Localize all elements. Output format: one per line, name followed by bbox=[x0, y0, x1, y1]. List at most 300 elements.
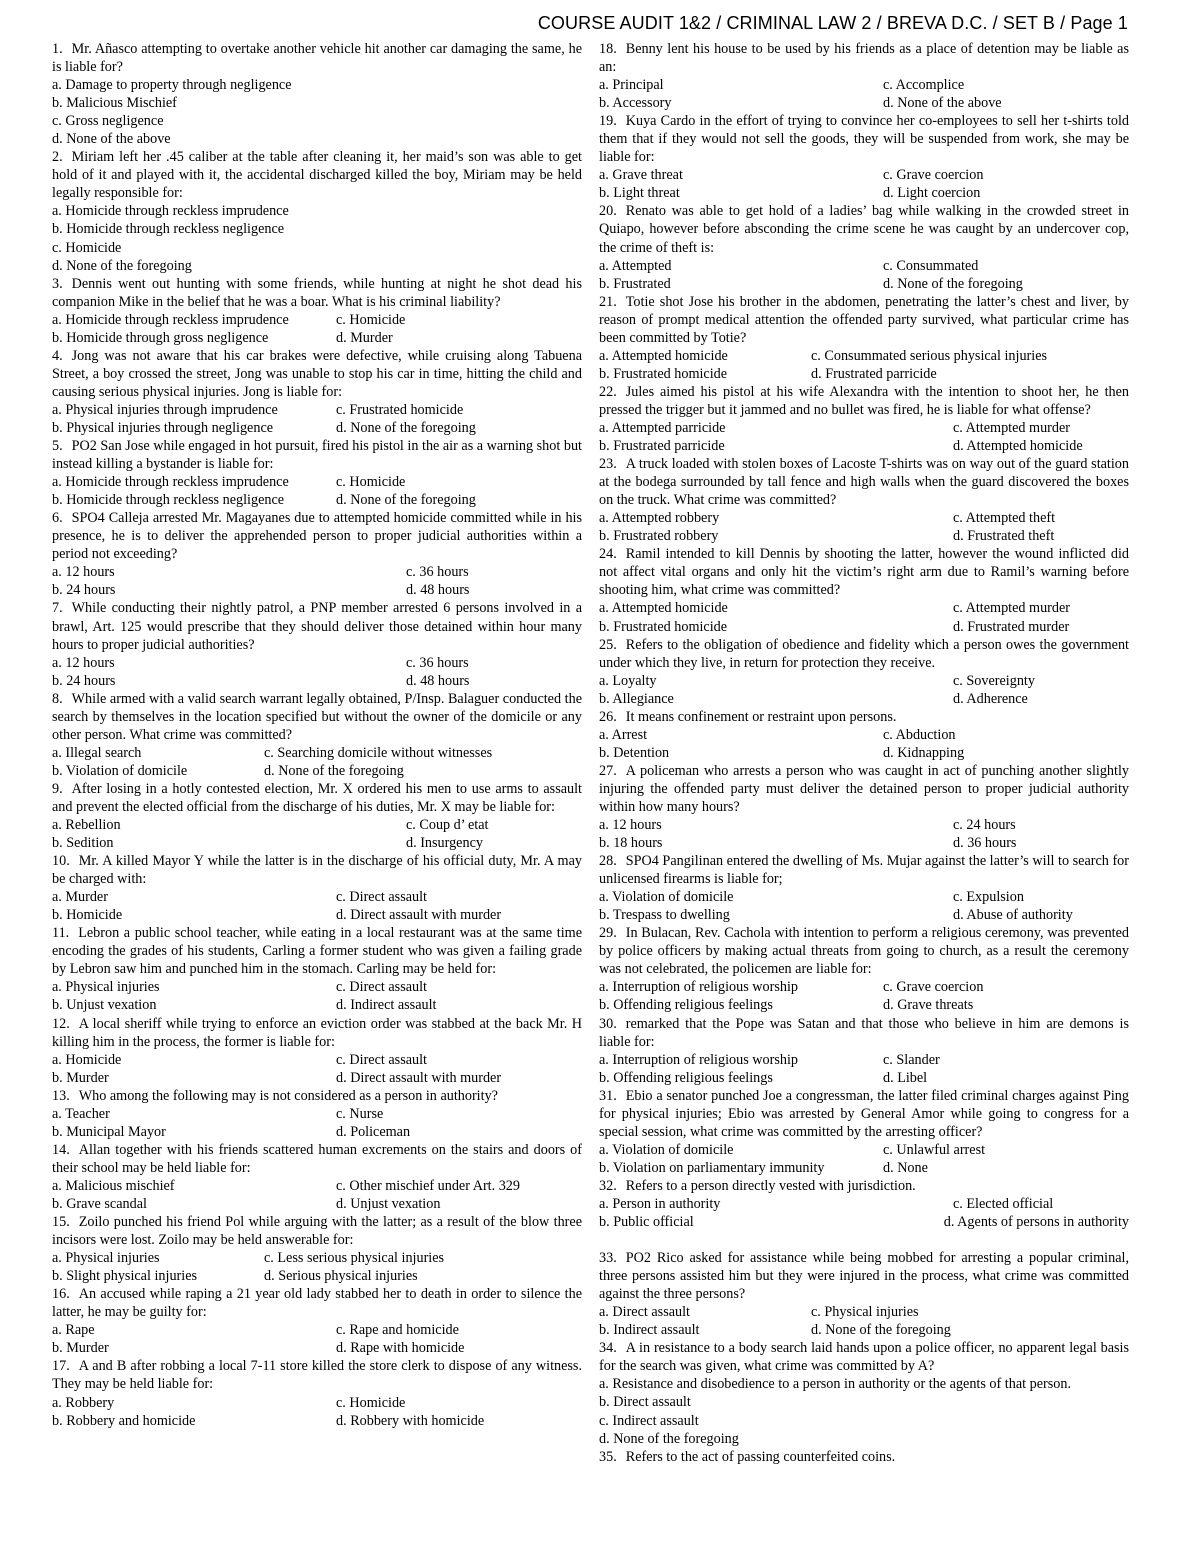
question-block bbox=[599, 455, 1129, 545]
question-text: A in resistance to a body search laid hands upon a police officer, no apparent legal basis for the search was given, what crime was committed by A? bbox=[599, 1340, 1129, 1375]
answer-choice: c. Frustrated homicide bbox=[336, 401, 464, 418]
question-stem bbox=[52, 275, 582, 311]
question-block bbox=[52, 690, 582, 780]
answer-choice: a. Attempted homicide bbox=[599, 600, 728, 617]
answer-choice-row bbox=[599, 166, 1129, 184]
answer-choice-row bbox=[52, 563, 582, 581]
question-block bbox=[52, 509, 582, 599]
question-stem bbox=[52, 599, 582, 653]
question-block bbox=[599, 1448, 1129, 1466]
answer-choice-row bbox=[52, 1051, 582, 1069]
answer-choice-row bbox=[599, 1321, 1129, 1339]
answer-choice: c. Direct assault bbox=[336, 1051, 427, 1068]
left-question-column bbox=[52, 40, 582, 1430]
answer-choice: c. Direct assault bbox=[336, 889, 427, 906]
answer-choice: b. Physical injuries through negligence bbox=[52, 419, 274, 436]
question-block bbox=[52, 852, 582, 924]
question-number: 1. bbox=[52, 41, 63, 57]
answer-choice-row bbox=[599, 1069, 1129, 1087]
answer-choice: b. Homicide bbox=[52, 907, 123, 924]
question-block bbox=[599, 924, 1129, 1014]
question-stem bbox=[599, 1448, 1129, 1466]
answer-choice: d. None of the foregoing bbox=[52, 257, 192, 274]
question-stem bbox=[52, 1141, 582, 1177]
question-block bbox=[52, 1213, 582, 1285]
question-number: 8. bbox=[52, 690, 63, 707]
answer-choice: d. None of the foregoing bbox=[264, 762, 404, 779]
answer-choice: a. Attempted bbox=[599, 257, 672, 274]
answer-choice: c. Less serious physical injuries bbox=[264, 1250, 445, 1267]
question-stem bbox=[52, 780, 582, 816]
question-stem bbox=[52, 437, 582, 473]
question-text: Allan together with his friends scattered human excrements on the stairs and doors of their school may be held liable for: bbox=[52, 1141, 582, 1176]
answer-choice-row bbox=[52, 401, 582, 419]
question-block bbox=[599, 1339, 1129, 1447]
question-number: 13. bbox=[52, 1087, 70, 1104]
answer-choice: b. Slight physical injuries bbox=[52, 1268, 198, 1285]
answer-choice: b. Allegiance bbox=[599, 690, 674, 707]
answer-choice: a. Violation of domicile bbox=[599, 889, 734, 906]
question-number: 4. bbox=[52, 347, 63, 364]
answer-choice: a. 12 hours bbox=[52, 654, 115, 671]
answer-choice: a. Physical injuries bbox=[52, 979, 160, 996]
answer-choice: a. 12 hours bbox=[52, 564, 115, 581]
answer-choice: a. Homicide through reckless imprudence bbox=[52, 203, 289, 220]
answer-choice: c. Abduction bbox=[883, 726, 956, 743]
answer-choice: c. Gross negligence bbox=[52, 113, 164, 130]
question-stem bbox=[52, 1087, 582, 1105]
question-text: After losing in a hotly contested election, Mr. X ordered his men to use arms to assault and prevent the elected official from the discharge of his duties, Mr. X may be liable for: bbox=[52, 780, 582, 815]
answer-choice: d. Unjust vexation bbox=[336, 1196, 441, 1212]
question-text: Miriam left her .45 caliber at the table after cleaning it, her maid’s son was able to get hold of it and played with it, the accidental discharged killed the boy, Miriam may be held legally responsible for: bbox=[52, 149, 582, 202]
answer-choice: c. Nurse bbox=[336, 1105, 384, 1122]
answer-choice: d. Kidnapping bbox=[883, 744, 965, 761]
answer-choice: c. Grave coercion bbox=[883, 167, 984, 184]
question-block bbox=[52, 780, 582, 852]
question-stem bbox=[599, 636, 1129, 672]
answer-choice-row bbox=[52, 419, 582, 437]
question-stem bbox=[599, 924, 1129, 978]
question-stem bbox=[599, 112, 1129, 166]
question-number: 19. bbox=[599, 113, 617, 130]
answer-choice: d. Policeman bbox=[336, 1123, 411, 1140]
question-text: An accused while raping a 21 year old lady stabbed her to death in order to silence the latter, he may be guilty for: bbox=[52, 1286, 582, 1321]
answer-choice: d. Abuse of authority bbox=[953, 907, 1073, 924]
question-number: 2. bbox=[52, 149, 63, 166]
answer-choice: a. Damage to property through negligence bbox=[52, 77, 292, 94]
answer-choice: b. Violation on parliamentary immunity bbox=[599, 1159, 825, 1176]
answer-choice: d. Murder bbox=[336, 329, 393, 346]
question-block bbox=[52, 1141, 582, 1213]
answer-choice: a. Rape bbox=[52, 1322, 95, 1339]
answer-choice: a. Arrest bbox=[599, 726, 648, 743]
answer-choice: c. Attempted theft bbox=[953, 510, 1056, 527]
answer-choice-row bbox=[52, 906, 582, 924]
question-text: While armed with a valid search warrant legally obtained, P/Insp. Balaguer conducted the search by themselves in the location specified but without the owner of the domicile or any other person. What crime was committed? bbox=[52, 690, 582, 743]
question-text: PO2 San Jose while engaged in hot pursuit, fired his pistol in the air as a warning shot but instead killing a bystander is liable for: bbox=[52, 438, 582, 473]
answer-choice-row bbox=[599, 1141, 1129, 1159]
answer-choice: a. Loyalty bbox=[599, 672, 657, 689]
question-number: 23. bbox=[599, 456, 617, 473]
answer-choice-row bbox=[52, 1105, 582, 1123]
answer-choice: c. 24 hours bbox=[953, 817, 1016, 834]
answer-choice: b. Grave scandal bbox=[52, 1196, 147, 1212]
answer-choice: c. 36 hours bbox=[406, 654, 469, 671]
answer-choice-row bbox=[52, 1249, 582, 1267]
question-text: PO2 Rico asked for assistance while being mobbed for arresting a popular criminal, three persons assisted him but they were injured in the process, what crime was committed against the three persons? bbox=[599, 1250, 1129, 1303]
question-number: 17. bbox=[52, 1358, 70, 1375]
answer-choice-row bbox=[599, 257, 1129, 275]
question-number: 3. bbox=[52, 275, 63, 292]
question-stem bbox=[599, 1015, 1129, 1051]
answer-choice-row bbox=[599, 599, 1129, 617]
question-number: 10. bbox=[52, 853, 70, 870]
answer-choice-row bbox=[599, 184, 1129, 202]
question-block bbox=[52, 437, 582, 509]
answer-choice-row bbox=[599, 690, 1129, 708]
question-number: 25. bbox=[599, 636, 617, 653]
answer-choice-row bbox=[52, 1321, 582, 1339]
question-text: Jules aimed his pistol at his wife Alexandra with the intention to shoot her, he then pressed the trigger but it jammed and no bullet was fired, he is liable for what offense? bbox=[599, 383, 1129, 418]
answer-choice: b. Robbery and homicide bbox=[52, 1412, 196, 1429]
answer-choice: a. Homicide through reckless imprudence bbox=[52, 311, 289, 328]
answer-choice-row bbox=[52, 1177, 582, 1195]
question-number: 28. bbox=[599, 853, 617, 870]
answer-choice-row bbox=[52, 672, 582, 690]
answer-choice: c. Homicide bbox=[336, 1394, 406, 1411]
answer-choice: c. Grave coercion bbox=[883, 979, 984, 996]
question-block bbox=[599, 112, 1129, 202]
answer-choice-row bbox=[599, 978, 1129, 996]
question-block bbox=[599, 383, 1129, 455]
question-stem bbox=[599, 1087, 1129, 1141]
answer-choice: d. 36 hours bbox=[953, 835, 1017, 852]
question-number: 32. bbox=[599, 1177, 617, 1194]
answer-choice: d. Serious physical injuries bbox=[264, 1268, 418, 1285]
answer-choice: d. Direct assault with murder bbox=[336, 1069, 502, 1086]
question-text: Benny lent his house to be used by his friends as a place of detention may be liable as an: bbox=[599, 41, 1129, 76]
answer-choice-row bbox=[599, 1195, 1129, 1213]
question-block bbox=[52, 599, 582, 689]
answer-choice-row bbox=[599, 744, 1129, 762]
question-text: While conducting their nightly patrol, a PNP member arrested 6 persons involved in a brawl, Art. 125 would prescribe that they should deliver those detained within hour many hours to proper judicial authorities? bbox=[52, 600, 582, 653]
question-block bbox=[599, 852, 1129, 924]
question-number: 16. bbox=[52, 1286, 70, 1303]
question-text: Lebron a public school teacher, while eating in a local restaurant was at the same time encoding the grades of his students, Carling a former student who was given a failing grade by Lebron saw him and punched him in the stomach. Carling may be held for: bbox=[52, 925, 582, 978]
question-stem bbox=[52, 1015, 582, 1051]
answer-choice: b. Homicide through reckless negligence bbox=[52, 492, 285, 509]
question-stem bbox=[52, 347, 582, 401]
question-number: 35. bbox=[599, 1448, 617, 1465]
answer-choice: d. 48 hours bbox=[406, 672, 470, 689]
answer-choice: c. Other mischief under Art. 329 bbox=[336, 1177, 520, 1194]
answer-choice: b. Sedition bbox=[52, 835, 114, 852]
question-number: 20. bbox=[599, 203, 617, 220]
answer-choice: a. Violation of domicile bbox=[599, 1141, 734, 1158]
answer-choice-row bbox=[599, 365, 1129, 383]
question-block bbox=[599, 545, 1129, 635]
answer-choice: d. None bbox=[883, 1159, 928, 1176]
question-block bbox=[599, 40, 1129, 112]
question-text: Mr. A killed Mayor Y while the latter is in the discharge of his official duty, Mr. A may be charged with: bbox=[52, 853, 582, 888]
question-block bbox=[599, 762, 1129, 852]
question-text: Totie shot Jose his brother in the abdomen, penetrating the latter’s chest and liver, by reason of prompt medical attention the offended party survived, what particular crime has been committed by Totie? bbox=[599, 293, 1129, 346]
question-text: A truck loaded with stolen boxes of Lacoste T-shirts was on way out of the guard station at the bodega surrounded by tall fence and high walls when the guard discovered the boxes on the truck. What crime was committed? bbox=[599, 456, 1129, 509]
question-stem bbox=[599, 202, 1129, 256]
answer-choice: c. Homicide bbox=[336, 311, 406, 328]
answer-choice: b. 24 hours bbox=[52, 582, 116, 599]
answer-choice: c. Indirect assault bbox=[599, 1412, 699, 1429]
answer-choice-row bbox=[52, 978, 582, 996]
answer-choice: a. Homicide bbox=[52, 1051, 122, 1068]
answer-choice: b. Frustrated robbery bbox=[599, 528, 719, 545]
answer-choice: a. Attempted robbery bbox=[599, 510, 720, 527]
question-number: 22. bbox=[599, 383, 617, 400]
answer-choice: d. Frustrated parricide bbox=[811, 365, 937, 382]
question-text: Kuya Cardo in the effort of trying to convince her co-employees to sell her t-shirts told them that if they would not sell the goods, they will be suspended from work, she may be liable for: bbox=[599, 113, 1129, 166]
answer-choice-row bbox=[599, 76, 1129, 94]
answer-choice-row bbox=[52, 1339, 582, 1357]
answer-choice: d. Attempted homicide bbox=[953, 438, 1083, 455]
question-text: A and B after robbing a local 7-11 store killed the store clerk to dispose of any witness. They may be held liable for: bbox=[52, 1358, 582, 1393]
question-block bbox=[599, 1249, 1129, 1339]
question-number: 7. bbox=[52, 600, 63, 617]
answer-choice: a. Murder bbox=[52, 889, 108, 906]
answer-choice: c. Unlawful arrest bbox=[883, 1141, 986, 1158]
answer-choice: b. Frustrated bbox=[599, 275, 671, 292]
answer-choice: a. Attempted parricide bbox=[599, 419, 726, 436]
answer-choice: c. Accomplice bbox=[883, 77, 965, 94]
answer-choice: a. Principal bbox=[599, 77, 664, 94]
question-text: A policeman who arrests a person who was caught in act of punching another slightly injuring the offended party must deliver the detained person to proper judicial authority within how many hours? bbox=[599, 762, 1129, 815]
answer-choice: d. Light coercion bbox=[883, 185, 981, 202]
answer-choice: b. Murder bbox=[52, 1069, 109, 1086]
answer-choice-row bbox=[599, 834, 1129, 852]
answer-choice: b. Malicious Mischief bbox=[52, 95, 177, 112]
answer-choice: d. None of the above bbox=[52, 131, 171, 148]
answer-choice: c. Rape and homicide bbox=[336, 1322, 459, 1339]
answer-choice: a. Grave threat bbox=[599, 167, 683, 184]
answer-choice-row bbox=[599, 94, 1129, 112]
answer-choice: a. Robbery bbox=[52, 1394, 115, 1411]
answer-choice: a. Physical injuries bbox=[52, 1250, 160, 1267]
answer-choice: c. Coup d’ etat bbox=[406, 817, 489, 834]
question-text: Ebio a senator punched Joe a congressman, the latter filed criminal charges against Ping for physical injuries; Ebio was arrested by General Amor while going to congress for a special session, what crime was committed by the arresting officer? bbox=[599, 1087, 1129, 1140]
question-text: SPO4 Pangilinan entered the dwelling of Ms. Mujar against the latter’s will to search for unlicensed firearms is liable for; bbox=[599, 853, 1129, 888]
answer-choice: b. Offending religious feelings bbox=[599, 1069, 773, 1086]
answer-choice: c. 36 hours bbox=[406, 564, 469, 581]
answer-choice: d. None of the foregoing bbox=[883, 275, 1023, 292]
question-stem bbox=[599, 762, 1129, 816]
question-number: 15. bbox=[52, 1214, 70, 1231]
answer-choice-row bbox=[52, 581, 582, 599]
right-question-column bbox=[599, 40, 1129, 1466]
answer-choice: b. Murder bbox=[52, 1340, 109, 1357]
question-number: 33. bbox=[599, 1250, 617, 1267]
answer-choice: d. None of the foregoing bbox=[336, 419, 476, 436]
answer-choice: b. Frustrated homicide bbox=[599, 365, 728, 382]
question-stem bbox=[52, 690, 582, 744]
question-text: SPO4 Calleja arrested Mr. Magayanes due to attempted homicide committed while in his presence, he is to deliver the apprehended person to proper judicial authorities within a period not exceeding? bbox=[52, 510, 582, 563]
question-block bbox=[52, 275, 582, 347]
question-stem bbox=[52, 924, 582, 978]
answer-choice-row bbox=[599, 347, 1129, 365]
answer-choice: b. Homicide through reckless negligence bbox=[52, 221, 285, 238]
answer-choice-row bbox=[599, 275, 1129, 293]
answer-choice: a. Homicide through reckless imprudence bbox=[52, 474, 289, 491]
answer-choice-row bbox=[599, 509, 1129, 527]
question-text: Zoilo punched his friend Pol while arguing with the latter; as a result of the blow three incisors were lost. Zoilo may be held answerable for: bbox=[52, 1214, 582, 1249]
question-block bbox=[52, 924, 582, 1014]
question-block bbox=[52, 347, 582, 437]
question-block bbox=[599, 1177, 1129, 1231]
answer-choice: b. Unjust vexation bbox=[52, 997, 157, 1014]
answer-choice: c. Slander bbox=[883, 1051, 940, 1068]
question-stem bbox=[599, 1339, 1129, 1375]
answer-choice: b. Municipal Mayor bbox=[52, 1123, 166, 1140]
answer-choice-row bbox=[599, 1303, 1129, 1321]
answer-choice: d. Agents of persons in authority bbox=[943, 1214, 1129, 1231]
answer-choice-row bbox=[599, 672, 1129, 690]
answer-choice-row bbox=[599, 1051, 1129, 1069]
answer-choice-row bbox=[52, 329, 582, 347]
answer-choice: a. Interruption of religious worship bbox=[599, 979, 798, 996]
question-stem bbox=[599, 455, 1129, 509]
question-stem bbox=[599, 708, 1129, 726]
question-number: 27. bbox=[599, 762, 617, 779]
answer-choice: d. Libel bbox=[883, 1069, 928, 1086]
answer-choice-row bbox=[52, 1394, 582, 1412]
answer-choice-row bbox=[52, 762, 582, 780]
question-block bbox=[52, 40, 582, 148]
question-text: Mr. Añasco attempting to overtake another vehicle hit another car damaging the same, he is liable for? bbox=[52, 41, 582, 76]
answer-choice: c. Consummated bbox=[883, 257, 979, 274]
question-text: Dennis went out hunting with some friends, while hunting at night he shot dead his companion Mike in the belief that he was a boar. What is his criminal liability? bbox=[52, 275, 582, 310]
question-stem bbox=[599, 383, 1129, 419]
answer-choice: b. Homicide through gross negligence bbox=[52, 329, 269, 346]
answer-choice-row bbox=[52, 996, 582, 1014]
question-number: 18. bbox=[599, 41, 617, 57]
answer-choice-row bbox=[599, 906, 1129, 924]
answer-choice: d. 48 hours bbox=[406, 582, 470, 599]
question-number: 5. bbox=[52, 438, 63, 455]
question-stem bbox=[599, 1177, 1129, 1195]
answer-choice: c. Homicide bbox=[52, 239, 122, 256]
question-block bbox=[52, 1285, 582, 1357]
answer-choice: c. Attempted murder bbox=[953, 419, 1071, 436]
answer-choice-row bbox=[52, 1069, 582, 1087]
question-stem bbox=[52, 1357, 582, 1393]
question-stem bbox=[52, 1285, 582, 1321]
answer-choice: d. Indirect assault bbox=[336, 997, 437, 1014]
question-number: 11. bbox=[52, 925, 70, 942]
answer-choice: b. Light threat bbox=[599, 185, 680, 202]
question-number: 6. bbox=[52, 510, 63, 527]
answer-choice: d. Direct assault with murder bbox=[336, 907, 502, 924]
question-text: Refers to the act of passing counterfeited coins. bbox=[625, 1448, 896, 1465]
answer-choice-row bbox=[52, 473, 582, 491]
answer-choice-row bbox=[599, 888, 1129, 906]
answer-choice: d. Adherence bbox=[953, 690, 1028, 707]
question-number: 24. bbox=[599, 546, 617, 563]
question-number: 12. bbox=[52, 1015, 70, 1032]
question-text: In Bulacan, Rev. Cachola with intention to perform a religious ceremony, was prevented by police officers by making actual threats from going to church, as a result the ceremony was not celebrated, the policemen are liable for: bbox=[599, 925, 1129, 978]
answer-choice: d. Frustrated theft bbox=[953, 528, 1055, 545]
answer-choice: a. 12 hours bbox=[599, 817, 662, 834]
question-text: Who among the following may is not considered as a person in authority? bbox=[78, 1087, 498, 1104]
question-block bbox=[52, 148, 582, 274]
answer-choice: c. Searching domicile without witnesses bbox=[264, 744, 493, 761]
answer-choice: a. Direct assault bbox=[599, 1304, 690, 1321]
question-stem bbox=[599, 40, 1129, 76]
answer-choice: b. Detention bbox=[599, 744, 670, 761]
question-block bbox=[52, 1087, 582, 1141]
answer-choice: c. Consummated serious physical injuries bbox=[811, 347, 1048, 364]
answer-choice: a. Illegal search bbox=[52, 744, 142, 761]
answer-choice-row bbox=[599, 1159, 1129, 1177]
answer-choice-row bbox=[52, 1267, 582, 1285]
answer-choice: a. Interruption of religious worship bbox=[599, 1051, 798, 1068]
answer-choice: a. Person in authority bbox=[599, 1196, 721, 1212]
question-text: Renato was able to get hold of a ladies’ bag while walking in the crowded street in Quiapo, however before absconding the crime scene he was caught by an undercover cop, the crime of theft is: bbox=[599, 203, 1129, 256]
blank-line-spacer bbox=[599, 1231, 1129, 1249]
answer-choice-row bbox=[52, 654, 582, 672]
answer-choice: c. Expulsion bbox=[953, 889, 1024, 906]
answer-choice: a. Resistance and disobedience to a person in authority or the agents of that person. bbox=[599, 1376, 1071, 1393]
answer-choice: b. Indirect assault bbox=[599, 1322, 700, 1339]
answer-choice-row bbox=[52, 744, 582, 762]
answer-choice: b. Trespass to dwelling bbox=[599, 907, 730, 924]
question-block bbox=[599, 1015, 1129, 1087]
answer-choice: a. Rebellion bbox=[52, 817, 121, 834]
question-stem bbox=[52, 509, 582, 563]
answer-choice: d. None of the foregoing bbox=[336, 492, 476, 509]
question-number: 34. bbox=[599, 1340, 617, 1357]
question-number: 31. bbox=[599, 1087, 617, 1104]
question-block bbox=[599, 1087, 1129, 1177]
answer-choice: b. Frustrated parricide bbox=[599, 438, 725, 455]
question-stem bbox=[599, 852, 1129, 888]
answer-choice: c. Physical injuries bbox=[811, 1304, 919, 1321]
answer-choice-row bbox=[52, 491, 582, 509]
question-stem bbox=[599, 293, 1129, 347]
question-text: Refers to the obligation of obedience and fidelity which a person owes the government under which they live, in return for protection they receive. bbox=[599, 636, 1129, 671]
answer-choice: d. Rape with homicide bbox=[336, 1340, 465, 1357]
answer-choice: b. 18 hours bbox=[599, 835, 663, 852]
answer-choice-row bbox=[52, 1195, 582, 1213]
question-text: It means confinement or restraint upon persons. bbox=[625, 708, 897, 725]
answer-choice-row bbox=[52, 816, 582, 834]
answer-choice-row bbox=[599, 996, 1129, 1014]
answer-choice: d. Robbery with homicide bbox=[336, 1412, 485, 1429]
answer-choice-row bbox=[599, 527, 1129, 545]
question-text: Ramil intended to kill Dennis by shooting the latter, however the wound inflicted did not affect vital organs and only hit the victim’s right arm due to Ramil’s warning before shooting him, what crime was committed? bbox=[599, 546, 1129, 599]
answer-choice: d. Frustrated murder bbox=[953, 618, 1070, 635]
answer-choice: a. Attempted homicide bbox=[599, 347, 728, 364]
question-number: 21. bbox=[599, 293, 617, 310]
question-block bbox=[52, 1015, 582, 1087]
question-number: 26. bbox=[599, 708, 617, 725]
question-block bbox=[599, 293, 1129, 383]
answer-choice: b. Violation of domicile bbox=[52, 762, 188, 779]
answer-choice: a. Physical injuries through imprudence bbox=[52, 401, 278, 418]
answer-choice: d. None of the above bbox=[883, 95, 1002, 112]
answer-choice-row bbox=[52, 888, 582, 906]
answer-choice: d. None of the foregoing bbox=[811, 1322, 951, 1339]
answer-choice: b. Offending religious feelings bbox=[599, 997, 773, 1014]
answer-choice-row bbox=[52, 311, 582, 329]
question-text: Refers to a person directly vested with jurisdiction. bbox=[625, 1177, 916, 1194]
